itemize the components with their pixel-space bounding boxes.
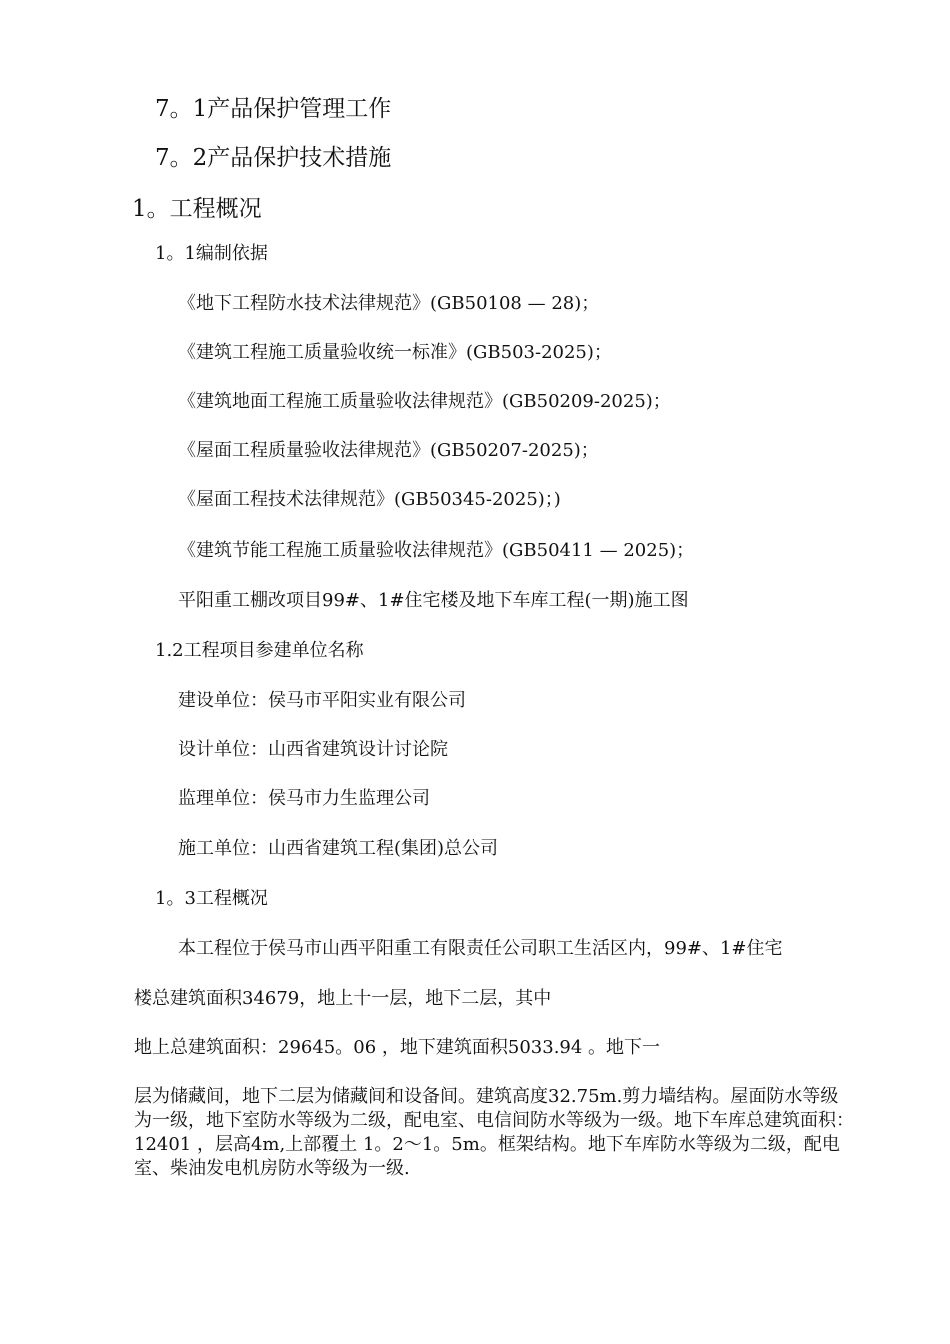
reference-item: 《建筑工程施工质量验收统一标准》(GB503-2025)； (178, 342, 612, 363)
section-title: 1。工程概况 (132, 196, 262, 222)
subsection-heading: 1。1编制依据 (155, 243, 268, 264)
reference-item: 《地下工程防水技术法律规范》(GB50108 — 28)； (178, 293, 600, 314)
participant-item: 建设单位：侯马市平阳实业有限公司 (178, 690, 466, 711)
participant-item: 施工单位：山西省建筑工程(集团)总公司 (178, 838, 499, 859)
reference-item: 《屋面工程技术法律规范》(GB50345-2025)；) (178, 489, 561, 510)
overview-paragraph: 层为储藏间，地下二层为储藏间和设备间。建筑高度32.75m.剪力墙结构。屋面防水等级为一级，地下室防水等级为二级，配电室、电信间防水等级为一级。地下车库总建筑面积：12401 ，层高4m,上部覆土 1。2〜1。5m。框架结构。地下车库防水等级为二级，配电室、柴油发电机房防水等级为一级. (134, 1086, 854, 1179)
subsection-heading: 1.2工程项目参建单位名称 (155, 640, 364, 661)
toc-item: 7。1产品保护管理工作 (155, 96, 392, 122)
overview-line: 地上总建筑面积：29645。06 ，地下建筑面积5033.94 。地下一 (134, 1037, 661, 1058)
participant-item: 设计单位：山西省建筑设计讨论院 (178, 739, 448, 760)
reference-item: 平阳重工棚改项目99#、1#住宅楼及地下车库工程(一期)施工图 (178, 590, 689, 611)
reference-item: 《建筑地面工程施工质量验收法律规范》(GB50209-2025)； (178, 391, 671, 412)
overview-line: 楼总建筑面积34679，地上十一层，地下二层，其中 (134, 988, 552, 1009)
reference-item: 《屋面工程质量验收法律规范》(GB50207-2025)； (178, 440, 599, 461)
toc-item: 7。2产品保护技术措施 (155, 145, 392, 171)
reference-item: 《建筑节能工程施工质量验收法律规范》(GB50411 — 2025)； (178, 540, 695, 561)
participant-item: 监理单位：侯马市力生监理公司 (178, 788, 430, 809)
overview-line: 本工程位于侯马市山西平阳重工有限责任公司职工生活区内，99#、1#住宅 (178, 938, 783, 959)
subsection-heading: 1。3工程概况 (155, 888, 268, 909)
